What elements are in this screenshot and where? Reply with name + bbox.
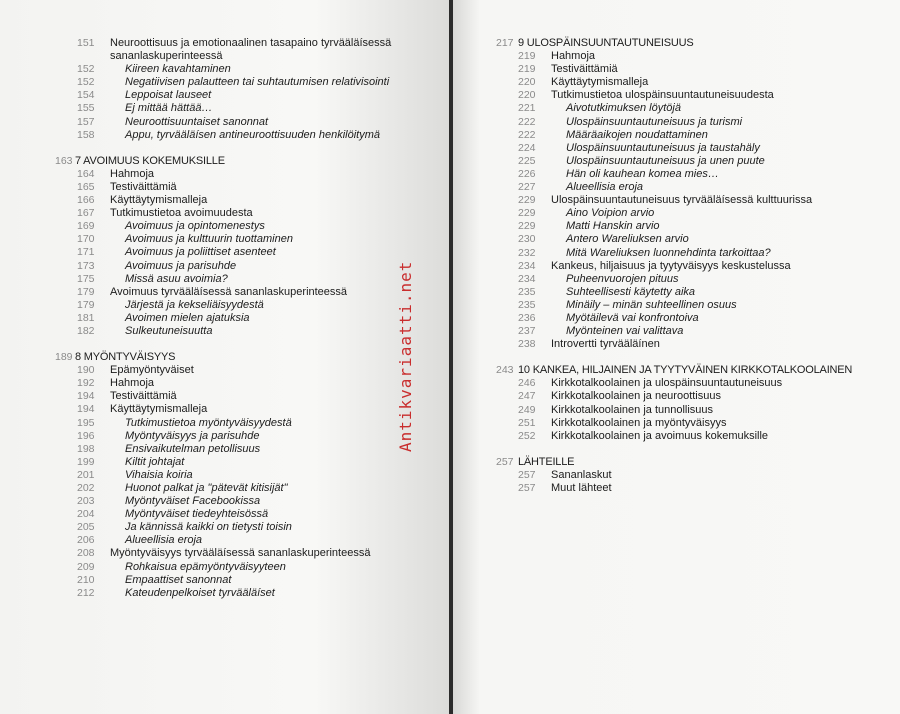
- section-title: Suhteellisesti käytetty aika: [566, 285, 696, 298]
- section-title: Myötäilevä vai konfrontoiva: [566, 311, 699, 324]
- page-number: 204: [77, 508, 95, 521]
- page-number: 222: [518, 115, 536, 128]
- page-number: 229: [518, 207, 536, 220]
- page-number: 234: [518, 259, 536, 272]
- section-title: Ja kännissä kaikki on tietysti toisin: [125, 521, 292, 534]
- section-title: Puheenvuorojen pituus: [566, 272, 679, 285]
- page-number: 229: [518, 220, 536, 233]
- section-title: Avoimen mielen ajatuksia: [125, 311, 250, 324]
- page-number: 224: [518, 141, 536, 154]
- page-number: 235: [518, 285, 536, 298]
- section-title: Alueellisia eroja: [125, 534, 203, 547]
- page-number: 225: [518, 154, 536, 167]
- section-title: Hahmoja: [110, 377, 155, 390]
- page-number: 219: [518, 63, 536, 76]
- section-title: Avoimuus ja opintomenestys: [125, 220, 265, 233]
- page-number: 238: [518, 338, 536, 351]
- section-title: Epämyöntyväiset: [110, 364, 194, 377]
- page-number: 164: [77, 167, 95, 180]
- section-title: Ej mittää hättää…: [125, 102, 213, 115]
- page-number: 151: [77, 37, 95, 49]
- section-title: Tutkimustietoa avoimuudesta: [110, 207, 253, 220]
- page-number: 209: [77, 560, 95, 573]
- section-title: Neuroottisuuntaiset sanonnat: [125, 115, 269, 128]
- page-number: 246: [518, 377, 536, 390]
- section-title: Negatiivisen palautteen tai suhtautumisen relativisointi: [125, 76, 390, 89]
- page-number: 157: [77, 115, 95, 128]
- page-number: 217: [496, 37, 514, 49]
- page-number: 237: [518, 325, 536, 338]
- section-title: Appu, tyrvääläísen antineuroottisuuden henkilöitymä: [125, 128, 380, 141]
- section-title: Tutkimustietoa myöntyväisyydestä: [125, 416, 292, 429]
- section-title: Kirkkotalkoolainen ja ulospäinsuuntautuneisuus: [551, 377, 783, 390]
- page-number: 181: [77, 311, 95, 324]
- section-title: Myöntyväisyys tyrvääläísessä sananlaskuperinteessä: [110, 547, 371, 560]
- section-title: Testiväittämiä: [551, 63, 618, 76]
- section-title: Kankeus, hiljaisuus ja tyytyväisyys keskustelussa: [551, 259, 791, 272]
- page-number: 226: [518, 167, 536, 180]
- page-number: 243: [496, 364, 514, 377]
- page-number: 221: [518, 102, 536, 115]
- chapter-title: LÄHTEILLE: [518, 455, 575, 468]
- page-number: 182: [77, 324, 95, 337]
- section-title: Mitä Wareliuksen luonnehdinta tarkoittaa?: [566, 246, 771, 259]
- section-title: Kateudenpelkoiset tyrvääläíset: [125, 586, 275, 599]
- page-number: 166: [77, 194, 95, 207]
- section-title: Käyttäytymismalleja: [110, 194, 208, 207]
- page-number: 165: [77, 180, 95, 193]
- chapter-title: 9 ULOSPÄINSUUNTAUTUNEISUUS: [518, 37, 694, 49]
- section-title: Missä asuu avoimia?: [125, 272, 228, 285]
- section-title: Käyttäytymismalleja: [551, 76, 649, 89]
- page-number: 203: [77, 495, 95, 508]
- section-title: Leppoisat lauseet: [125, 89, 212, 102]
- page-number: 205: [77, 521, 95, 534]
- section-title: Ulospäinsuuntautuneisuus ja turismi: [566, 115, 743, 128]
- page-number: 210: [77, 573, 95, 586]
- page-number: 257: [496, 455, 514, 468]
- page-number: 229: [518, 194, 536, 207]
- chapter-title: 10 KANKEA, HILJAINEN JA TYYTYVÄINEN KIRKKOTALKOOLAINEN: [518, 364, 853, 377]
- section-title: Myöntyväiset tiedeyhteisössä: [125, 508, 269, 521]
- page-number: 219: [518, 50, 536, 63]
- page-number: 194: [77, 403, 95, 416]
- page-number: 222: [518, 128, 536, 141]
- page-number: 220: [518, 76, 536, 89]
- section-title: Tutkimustietoa ulospäinsuuntautuneisuudesta: [551, 89, 774, 102]
- page-number: 152: [77, 76, 95, 89]
- right-page: [453, 0, 900, 714]
- page-number: 154: [77, 89, 95, 102]
- page-number: 235: [518, 298, 536, 311]
- page-number: 198: [77, 442, 95, 455]
- page-number: 167: [77, 207, 95, 220]
- section-title: Aino Voipion arvio: [566, 207, 655, 220]
- watermark: Antikvariaatti.net: [396, 260, 415, 452]
- page-number: 196: [77, 429, 95, 442]
- section-title: Kiireen kavahtaminen: [125, 63, 231, 76]
- section-title: Neuroottisuus ja emotionaalinen tasapaino tyrvääläísessä: [110, 37, 392, 49]
- section-title: Hahmoja: [551, 50, 596, 63]
- page-number: 252: [518, 429, 536, 442]
- section-title: Huonot palkat ja "pätevät kitisijät": [125, 482, 288, 494]
- page-number: 212: [77, 586, 95, 599]
- page-number: 192: [77, 377, 95, 390]
- section-title: Testiväittämiä: [110, 180, 177, 193]
- section-title: Vihaisia koiria: [125, 468, 193, 481]
- section-title: Matti Hanskin arvio: [566, 220, 660, 233]
- page-number: 220: [518, 89, 536, 102]
- page-number: 155: [77, 102, 95, 115]
- left-page: [0, 0, 449, 714]
- section-title: Käyttäytymismalleja: [110, 403, 208, 416]
- section-title: Alueellisia eroja: [566, 181, 644, 194]
- page-number: 170: [77, 233, 95, 246]
- page-number: 230: [518, 233, 536, 246]
- section-title: Myönteinen vai valittava: [566, 325, 684, 338]
- section-title: Ulospäinsuuntautuneisuus ja taustahäly: [566, 141, 760, 154]
- section-title: Kirkkotalkoolainen ja neuroottisuus: [551, 390, 721, 403]
- page-number: 232: [518, 246, 536, 259]
- section-title: Avoimuus ja parisuhde: [125, 259, 237, 272]
- section-title: Sulkeutuneisuutta: [125, 324, 213, 337]
- page-number: 227: [518, 181, 536, 194]
- section-title: Kiltit johtajat: [125, 455, 185, 468]
- section-title: Minäily – minän suhteellinen osuus: [566, 298, 737, 311]
- section-title: Testiväittämiä: [110, 390, 177, 403]
- page-number: 199: [77, 455, 95, 468]
- page-number: 189: [55, 351, 73, 364]
- section-title: Avoimuus tyrvääläísessä sananlaskuperinteessä: [110, 285, 348, 298]
- section-title: Kirkkotalkoolainen ja myöntyväisyys: [551, 416, 727, 429]
- section-title: Empaattiset sanonnat: [125, 573, 232, 586]
- page-number: 152: [77, 63, 95, 76]
- section-title: Järjestä ja kekseliäisyydestä: [125, 298, 264, 311]
- page-number: 190: [77, 364, 95, 377]
- section-title: Introvertti tyrvääläínen: [551, 338, 660, 351]
- section-title: Hahmoja: [110, 167, 155, 180]
- page-number: 195: [77, 416, 95, 429]
- section-title: Aivotutkimuksen löytöjä: [566, 102, 681, 115]
- page-number: 257: [518, 468, 536, 481]
- page-number: 194: [77, 390, 95, 403]
- chapter-title: 7 AVOIMUUS KOKEMUKSILLE: [75, 154, 225, 167]
- section-title: Rohkaisua epämyöntyväisyyteen: [125, 560, 286, 573]
- page-number: 202: [77, 482, 95, 494]
- section-title: Ensivaikutelman petollisuus: [125, 442, 261, 455]
- section-title: Määräaikojen noudattaminen: [566, 128, 708, 141]
- page-number: 247: [518, 390, 536, 403]
- page-number: 169: [77, 220, 95, 233]
- page-number: 206: [77, 534, 95, 547]
- page-number: 175: [77, 272, 95, 285]
- page-number: 158: [77, 128, 95, 141]
- section-title: Myöntyväiset Facebookissa: [125, 495, 261, 508]
- page-number: 179: [77, 298, 95, 311]
- section-title: Kirkkotalkoolainen ja tunnollisuus: [551, 403, 714, 416]
- section-title: Antero Wareliuksen arvio: [566, 233, 689, 246]
- page-number: 179: [77, 285, 95, 298]
- section-title: Ulospäinsuuntautuneisuus ja unen puute: [566, 154, 765, 167]
- page-number: 201: [77, 468, 95, 481]
- page-number: 234: [518, 272, 536, 285]
- chapter-title: 8 MYÖNTYVÄISYYS: [75, 351, 176, 364]
- page-number: 208: [77, 547, 95, 560]
- page-number: 163: [55, 154, 73, 167]
- page-number: 236: [518, 311, 536, 324]
- section-title: sananlaskuperinteessä: [110, 50, 223, 63]
- section-title: Myöntyväisyys ja parisuhde: [125, 429, 260, 442]
- page-number: 171: [77, 246, 95, 259]
- section-title: Avoimuus ja poliittiset asenteet: [125, 246, 276, 259]
- page-number: 251: [518, 416, 536, 429]
- section-title: Hän oli kauhean komea mies…: [566, 167, 719, 180]
- section-title: Kirkkotalkoolainen ja avoimuus kokemuksille: [551, 429, 769, 442]
- page-number: 257: [518, 482, 536, 494]
- page-number: 173: [77, 259, 95, 272]
- section-title: Avoimuus ja kulttuurin tuottaminen: [125, 233, 293, 246]
- section-title: Ulospäinsuuntautuneisuus tyrvääläísessä kulttuurissa: [551, 194, 813, 207]
- page-number: 249: [518, 403, 536, 416]
- section-title: Muut lähteet: [551, 482, 612, 494]
- section-title: Sananlaskut: [551, 468, 612, 481]
